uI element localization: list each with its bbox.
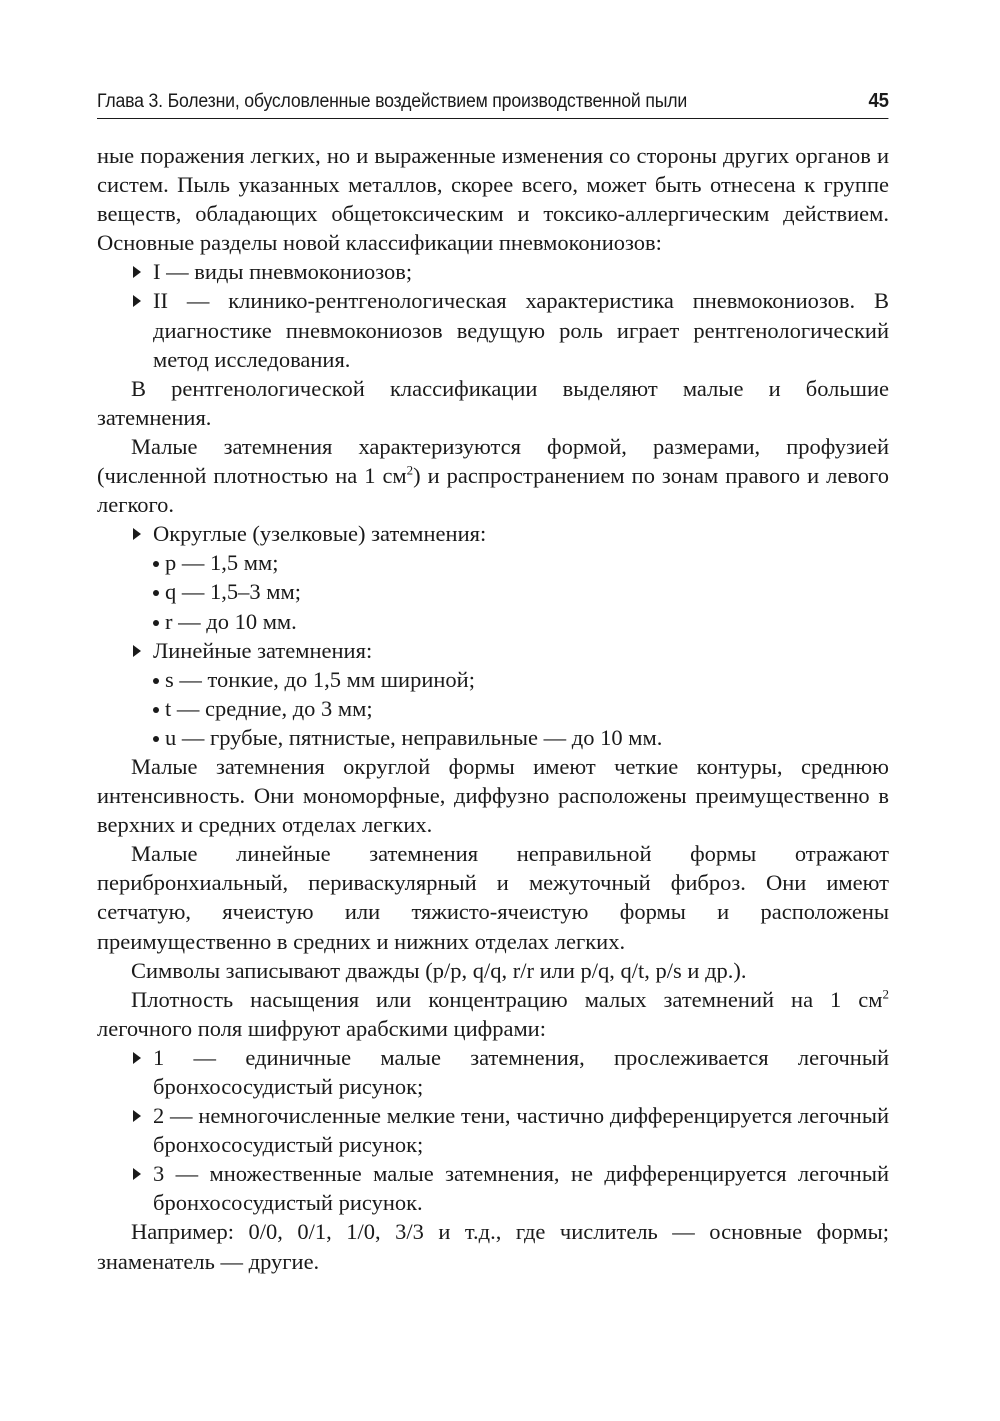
triangle-bullet-icon [133, 1168, 141, 1180]
sub-list-item [97, 548, 889, 577]
paragraph: Например: 0/0, 0/1, 1/0, 3/3 и т.д., где числитель — основные формы; знаменатель — другие. [97, 1219, 889, 1274]
list-item [97, 286, 889, 373]
triangle-bullet-icon [133, 266, 141, 278]
dot-bullet-icon [153, 620, 159, 626]
list-item [97, 1101, 889, 1159]
triangle-bullet-icon [133, 1052, 141, 1064]
list-item-text: 1 — единичные малые затемнения, прослеживается легочный бронхососудистый рисунок; [153, 1044, 889, 1099]
dot-bullet-icon [153, 678, 159, 684]
document-page [97, 90, 889, 1276]
sub-list-item [97, 577, 889, 606]
body-text [97, 141, 889, 1276]
paragraph-text: ) и распространением по зонам правого и левого легкого. [97, 463, 889, 518]
paragraph-text: Малые затемнения характеризуются формой, размерами, профузией (численной плотностью на 1 см [97, 433, 889, 489]
dot-bullet-icon [153, 561, 159, 567]
list-item-text: Округлые (узелковые) затемнения: [153, 521, 487, 547]
list-item [97, 1043, 889, 1101]
paragraph-text: легочного поля шифруют арабскими цифрами: [97, 1015, 546, 1041]
sub-list-item [97, 607, 889, 636]
paragraph: В рентгенологической классификации выделяют малые и большие затемнения. [97, 375, 889, 430]
sub-list-item [97, 665, 889, 694]
list-item [97, 1159, 889, 1217]
paragraph: ные поражения легких, но и выраженные изменения со стороны других органов и систем. Пыль указанных металлов, скорее всего, может быть отнесена к группе веществ, обладающих общетоксическим и токсико-аллергическим действием. Основные разделы новой классификации пневмокониозов: [97, 143, 889, 256]
paragraph: Малые затемнения округлой формы имеют четкие контуры, среднюю интенсивность. Они мономорфные, диффузно расположены преимущественно в верхних и средних отделах легких. [97, 753, 889, 838]
list-item [97, 519, 889, 548]
paragraph: Малые линейные затемнения неправильной формы отражают перибронхиальный, периваскулярный и межуточный фиброз. Они имеют сетчатую, ячеистую или тяжисто-ячеистую формы и расположены преимущественно в средних и нижних отделах легких. [97, 841, 889, 954]
chapter-title: Глава 3. Болезни, обусловленные воздействием производственной пыли [97, 91, 688, 112]
list-item-text: II — клинико-рентгенологическая характеристика пневмокониозов. В диагностике пневмокониозов ведущую роль играет рентгенологический метод исследования. [153, 288, 889, 372]
list-item-text: 3 — множественные малые затемнения, не дифференцируется легочный бронхососудистый рисунок. [153, 1161, 889, 1216]
paragraph [97, 985, 889, 1043]
superscript: 2 [406, 462, 414, 478]
running-header [97, 90, 889, 119]
sub-list-item-text: r — до 10 мм. [165, 608, 297, 634]
sub-list-item-text: s — тонкие, до 1,5 мм шириной; [165, 666, 475, 692]
list-item [97, 257, 889, 286]
dot-bullet-icon [153, 736, 159, 742]
triangle-bullet-icon [133, 528, 141, 540]
triangle-bullet-icon [133, 295, 141, 307]
list-item-text: 2 — немногочисленные мелкие тени, частично дифференцируется легочный бронхососудистый рисунок; [153, 1103, 889, 1158]
triangle-bullet-icon [133, 645, 141, 657]
paragraph [97, 432, 889, 519]
list-item-text: Линейные затемнения: [153, 637, 373, 663]
triangle-bullet-icon [133, 1110, 141, 1122]
sub-list-item-text: q — 1,5–3 мм; [165, 579, 301, 605]
dot-bullet-icon [153, 590, 159, 596]
page-number: 45 [868, 90, 889, 112]
superscript: 2 [882, 986, 889, 1002]
sub-list-item-text: u — грубые, пятнистые, неправильные — до 10 мм. [165, 724, 663, 750]
list-item [97, 636, 889, 665]
sub-list-item [97, 694, 889, 723]
sub-list-item [97, 723, 889, 752]
paragraph-text: Плотность насыщения или концентрацию малых затемнений на 1 см [131, 986, 883, 1012]
dot-bullet-icon [153, 707, 159, 713]
list-item-text: I — виды пневмокониозов; [153, 259, 413, 285]
sub-list-item-text: p — 1,5 мм; [165, 550, 279, 576]
sub-list-item-text: t — средние, до 3 мм; [165, 695, 373, 721]
paragraph: Символы записывают дважды (p/p, q/q, r/r или p/q, q/t, p/s и др.). [131, 957, 747, 983]
